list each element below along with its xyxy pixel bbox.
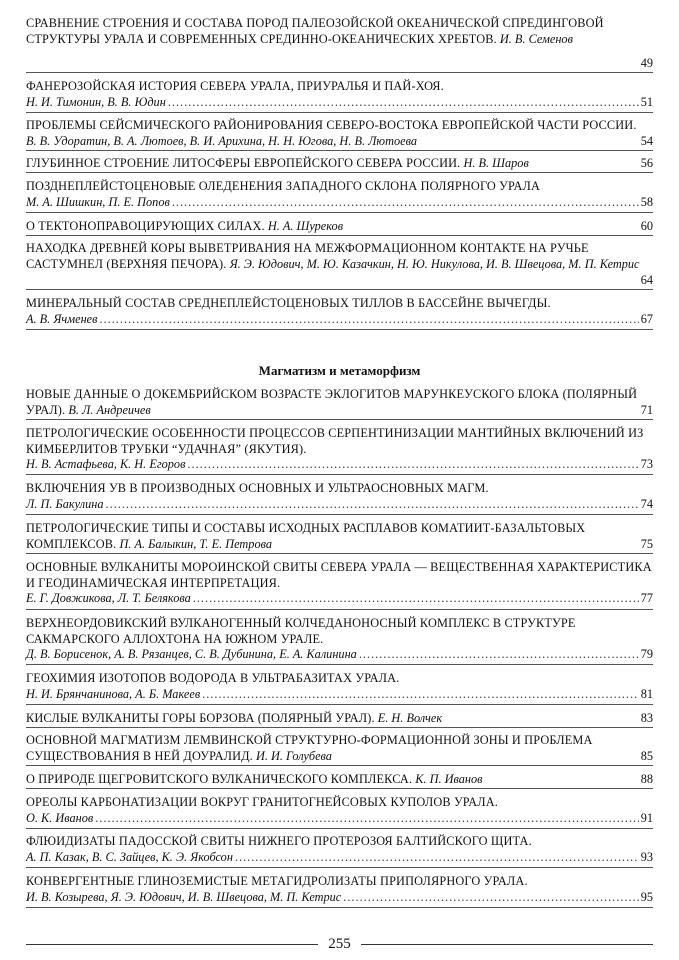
entry-leader-line xyxy=(26,811,653,827)
entry-page-number: 60 xyxy=(640,219,653,234)
entry-title: ПЕТРОЛОГИЧЕСКИЕ ОСОБЕННОСТИ ПРОЦЕССОВ СЕРПЕНТИНИЗАЦИИ МАНТИЙНЫХ ВКЛЮЧЕНИЙ ИЗ КИМБЕРЛИТОВ ТРУБКИ “УДАЧНАЯ” (ЯКУТИЯ). xyxy=(26,426,644,456)
dot-leader xyxy=(95,811,638,827)
entry-leader-line xyxy=(26,118,653,150)
entry-authors: П. А. Балыкин, Т. Е. Петрова xyxy=(119,536,272,551)
toc-entry[interactable] xyxy=(26,671,653,705)
entry-title: ФАНЕРОЗОЙСКАЯ ИСТОРИЯ СЕВЕРА УРАЛА, ПРИУРАЛЬЯ И ПАЙ-ХОЯ. xyxy=(26,79,444,93)
entry-authors: А. П. Казак, В. С. Зайцев, К. Э. Якобсон xyxy=(26,849,233,864)
dot-leader xyxy=(187,457,638,473)
entry-leader-line xyxy=(26,890,653,906)
entry-leader-line xyxy=(26,711,653,727)
entry-authors: Д. В. Борисенок, А. В. Рязанцев, С. В. Дубинина, Е. А. Калинина xyxy=(26,647,357,662)
toc-entry[interactable] xyxy=(26,834,653,868)
section-heading: Магматизм и метаморфизм xyxy=(258,363,421,378)
entry-authors: О. К. Иванов xyxy=(26,810,94,825)
entry-authors: Е. Н. Волчек xyxy=(377,711,443,725)
entry-page-number: 91 xyxy=(640,810,653,825)
entry-title: ФЛЮИДИЗАТЫ ПАДОССКОЙ СВИТЫ НИЖНЕГО ПРОТЕРОЗОЯ БАЛТИЙСКОГО ЩИТА. xyxy=(26,834,532,848)
toc-entry[interactable] xyxy=(26,521,653,554)
entry-authors: И. В. Семенов xyxy=(499,31,573,46)
entry-leader-line xyxy=(26,647,653,663)
entry-page-number: 49 xyxy=(640,56,653,71)
entry-authors: Л. П. Бакулина xyxy=(26,496,104,511)
entry-leader-line xyxy=(26,312,653,328)
entry-authors: И. И. Голубева xyxy=(255,748,332,763)
entry-authors: Я. Э. Юдович, М. Ю. Казачкин, Н. Ю. Никулова, И. В. Швецова, М. П. Кетрис xyxy=(229,256,640,271)
entry-page-number: 88 xyxy=(640,772,653,787)
entry-page-number: 77 xyxy=(640,591,653,606)
entry-authors: Н. И. Тимонин, В. В. Юдин xyxy=(26,94,166,109)
entry-page-number: 95 xyxy=(640,889,653,904)
toc-entry[interactable] xyxy=(26,118,653,151)
dot-leader xyxy=(193,591,639,607)
entry-page-number: 93 xyxy=(640,849,653,864)
entry-authors: Н. А. Шуреков xyxy=(267,219,344,233)
dot-leader xyxy=(359,647,639,663)
entry-leader-line xyxy=(26,16,653,72)
entry-title: ОСНОВНЫЕ ВУЛКАНИТЫ МОРОИНСКОЙ СВИТЫ СЕВЕРА УРАЛА — ВЕЩЕСТВЕННАЯ ХАРАКТЕРИСТИКА И ГЕОДИНАМИЧЕСКАЯ ИНТЕРПРЕТАЦИЯ. xyxy=(26,560,652,590)
entry-page-number: 64 xyxy=(640,273,653,288)
footer-rule-left xyxy=(26,944,318,945)
toc-entry[interactable] xyxy=(26,733,653,766)
toc-entry[interactable] xyxy=(26,219,653,236)
entry-leader-line xyxy=(26,156,653,172)
entry-page-number: 85 xyxy=(640,749,653,764)
dot-leader xyxy=(202,687,639,703)
entry-title: О ТЕКТОНОПРАВОЦИРУЮЩИХ СИЛАХ. xyxy=(26,219,265,233)
entry-leader-line xyxy=(26,457,653,473)
entry-authors: Н. В. Шаров xyxy=(463,156,529,170)
entry-page-number: 51 xyxy=(640,94,653,109)
entry-page-number: 79 xyxy=(640,647,653,662)
entry-page-number: 81 xyxy=(640,686,653,701)
entry-leader-line xyxy=(26,521,653,553)
toc-entry[interactable] xyxy=(26,426,653,475)
entry-title: КОНВЕРГЕНТНЫЕ ГЛИНОЗЕМИСТЫЕ МЕТАГИДРОЛИЗАТЫ ПРИПОЛЯРНОГО УРАЛА. xyxy=(26,874,528,888)
entry-authors: Н. И. Брянчанинова, А. Б. Макеев xyxy=(26,686,201,701)
toc-entry[interactable] xyxy=(26,560,653,610)
entry-authors: В. В. Удоратин, В. А. Лютоев, В. И. Арихина, Н. Н. Югова, Н. В. Лютоева xyxy=(26,133,417,148)
entry-title: КИСЛЫЕ ВУЛКАНИТЫ ГОРЫ БОРЗОВА (ПОЛЯРНЫЙ УРАЛ). xyxy=(26,711,375,725)
entry-page-number: 75 xyxy=(640,537,653,552)
entry-page-number: 56 xyxy=(640,156,653,171)
entry-title: ОРЕОЛЫ КАРБОНАТИЗАЦИИ ВОКРУГ ГРАНИТОГНЕЙСОВЫХ КУПОЛОВ УРАЛА. xyxy=(26,795,498,809)
entry-page-number: 67 xyxy=(640,311,653,326)
entry-authors: Н. В. Астафьева, К. Н. Егоров xyxy=(26,457,186,472)
entry-title: ПЕТРОЛОГИЧЕСКИЕ ТИПЫ И СОСТАВЫ ИСХОДНЫХ РАСПЛАВОВ КОМАТИИТ-БАЗАЛЬТОВЫХ КОМПЛЕКСОВ. xyxy=(26,521,586,551)
entry-page-number: 71 xyxy=(640,403,653,418)
entry-title: ВКЛЮЧЕНИЯ УВ В ПРОИЗВОДНЫХ ОСНОВНЫХ И УЛЬТРАОСНОВНЫХ МАГМ. xyxy=(26,481,489,495)
toc-entry[interactable] xyxy=(26,874,653,908)
entry-title: ГЕОХИМИЯ ИЗОТОПОВ ВОДОРОДА В УЛЬТРАБАЗИТАХ УРАЛА. xyxy=(26,671,400,685)
toc-entry[interactable] xyxy=(26,241,653,290)
entry-page-number: 54 xyxy=(640,134,653,149)
entry-leader-line xyxy=(26,219,653,235)
toc-entry[interactable] xyxy=(26,156,653,173)
entry-leader-line xyxy=(26,591,653,607)
entry-leader-line xyxy=(26,850,653,866)
toc-entry[interactable] xyxy=(26,16,653,73)
dot-leader xyxy=(106,497,639,513)
entry-page-number: 74 xyxy=(640,496,653,511)
entry-authors: К. П. Иванов xyxy=(415,772,483,786)
toc-entry[interactable] xyxy=(26,616,653,665)
toc-entry[interactable] xyxy=(26,795,653,829)
dot-leader xyxy=(168,95,639,111)
entry-title: ВЕРХНЕОРДОВИКСКИЙ ВУЛКАНОГЕННЫЙ КОЛЧЕДАНОНОСНЫЙ КОМПЛЕКС В СТРУКТУРЕ САКМАРСКОГО АЛЛОХТОНА НА ЮЖНОМ УРАЛЕ. xyxy=(26,616,576,646)
entry-title: НАХОДКА ДРЕВНЕЙ КОРЫ ВЫВЕТРИВАНИЯ НА МЕЖФОРМАЦИОННОМ КОНТАКТЕ НА РУЧЬЕ САСТУМНЕЛ (ВЕРХНЯЯ ПЕЧОРА). xyxy=(26,241,589,271)
entry-leader-line xyxy=(26,241,653,289)
entry-leader-line xyxy=(26,687,653,703)
toc-entry[interactable] xyxy=(26,79,653,113)
entry-authors: А. В. Ячменев xyxy=(26,311,98,326)
entry-title: НОВЫЕ ДАННЫЕ О ДОКЕМБРИЙСКОМ ВОЗРАСТЕ ЭКЛОГИТОВ МАРУНКЕУСКОГО БЛОКА (ПОЛЯРНЫЙ УРАЛ). xyxy=(26,387,638,417)
toc-entry[interactable] xyxy=(26,296,653,330)
entry-authors: М. А. Шишкин, П. Е. Попов xyxy=(26,194,170,209)
entry-title: СРАВНЕНИЕ СТРОЕНИЯ И СОСТАВА ПОРОД ПАЛЕОЗОЙСКОЙ ОКЕАНИЧЕСКОЙ СПРЕДИНГОВОЙ СТРУКТУРЫ УРАЛА И СОВРЕМЕННЫХ СРЕДИННО-ОКЕАНИЧЕСКИХ ХРЕБТОВ. xyxy=(26,16,604,46)
entry-page-number: 73 xyxy=(640,457,653,472)
entry-page-number: 58 xyxy=(640,194,653,209)
toc-entry[interactable] xyxy=(26,711,653,728)
entry-title: МИНЕРАЛЬНЫЙ СОСТАВ СРЕДНЕПЛЕЙСТОЦЕНОВЫХ ТИЛЛОВ В БАССЕЙНЕ ВЫЧЕГДЫ. xyxy=(26,296,551,310)
dot-leader xyxy=(172,195,639,211)
entry-page-number: 83 xyxy=(640,711,653,726)
entry-leader-line xyxy=(26,95,653,111)
entry-title: ПРОБЛЕМЫ СЕЙСМИЧЕСКОГО РАЙОНИРОВАНИЯ СЕВЕРО-ВОСТОКА ЕВРОПЕЙСКОЙ ЧАСТИ РОССИИ. xyxy=(26,118,637,132)
dot-leader xyxy=(235,850,639,866)
entry-leader-line xyxy=(26,772,653,788)
entry-title: ОСНОВНОЙ МАГМАТИЗМ ЛЕМВИНСКОЙ СТРУКТУРНО-ФОРМАЦИОННОЙ ЗОНЫ И ПРОБЛЕМА СУЩЕСТВОВАНИЯ В НЕЙ ДОУРАЛИД. xyxy=(26,733,593,763)
toc-entry[interactable] xyxy=(26,179,653,213)
dot-leader xyxy=(99,312,638,328)
entry-authors: Е. Г. Довжикова, Л. Т. Белякова xyxy=(26,591,191,606)
entry-leader-line xyxy=(26,733,653,765)
dot-leader xyxy=(343,890,638,906)
entry-authors: В. Л. Андреичев xyxy=(68,402,151,417)
page-number: 255 xyxy=(328,936,351,952)
entry-title: ПОЗДНЕПЛЕЙСТОЦЕНОВЫЕ ОЛЕДЕНЕНИЯ ЗАПАДНОГО СКЛОНА ПОЛЯРНОГО УРАЛА xyxy=(26,179,540,193)
footer-rule-right xyxy=(361,944,653,945)
entry-authors: И. В. Козырева, Я. Э. Юдович, И. В. Швецова, М. П. Кетрис xyxy=(26,889,342,904)
toc-entry[interactable] xyxy=(26,481,653,515)
entry-title: ГЛУБИННОЕ СТРОЕНИЕ ЛИТОСФЕРЫ ЕВРОПЕЙСКОГО СЕВЕРА РОССИИ. xyxy=(26,156,461,170)
entry-leader-line xyxy=(26,497,653,513)
entry-leader-line xyxy=(26,387,653,419)
toc-entry[interactable] xyxy=(26,772,653,789)
toc-entry[interactable] xyxy=(26,387,653,420)
page-footer xyxy=(26,936,653,953)
entry-title: О ПРИРОДЕ ЩЕГРОВИТСКОГО ВУЛКАНИЧЕСКОГО КОМПЛЕКСА. xyxy=(26,772,413,786)
entry-leader-line xyxy=(26,195,653,211)
